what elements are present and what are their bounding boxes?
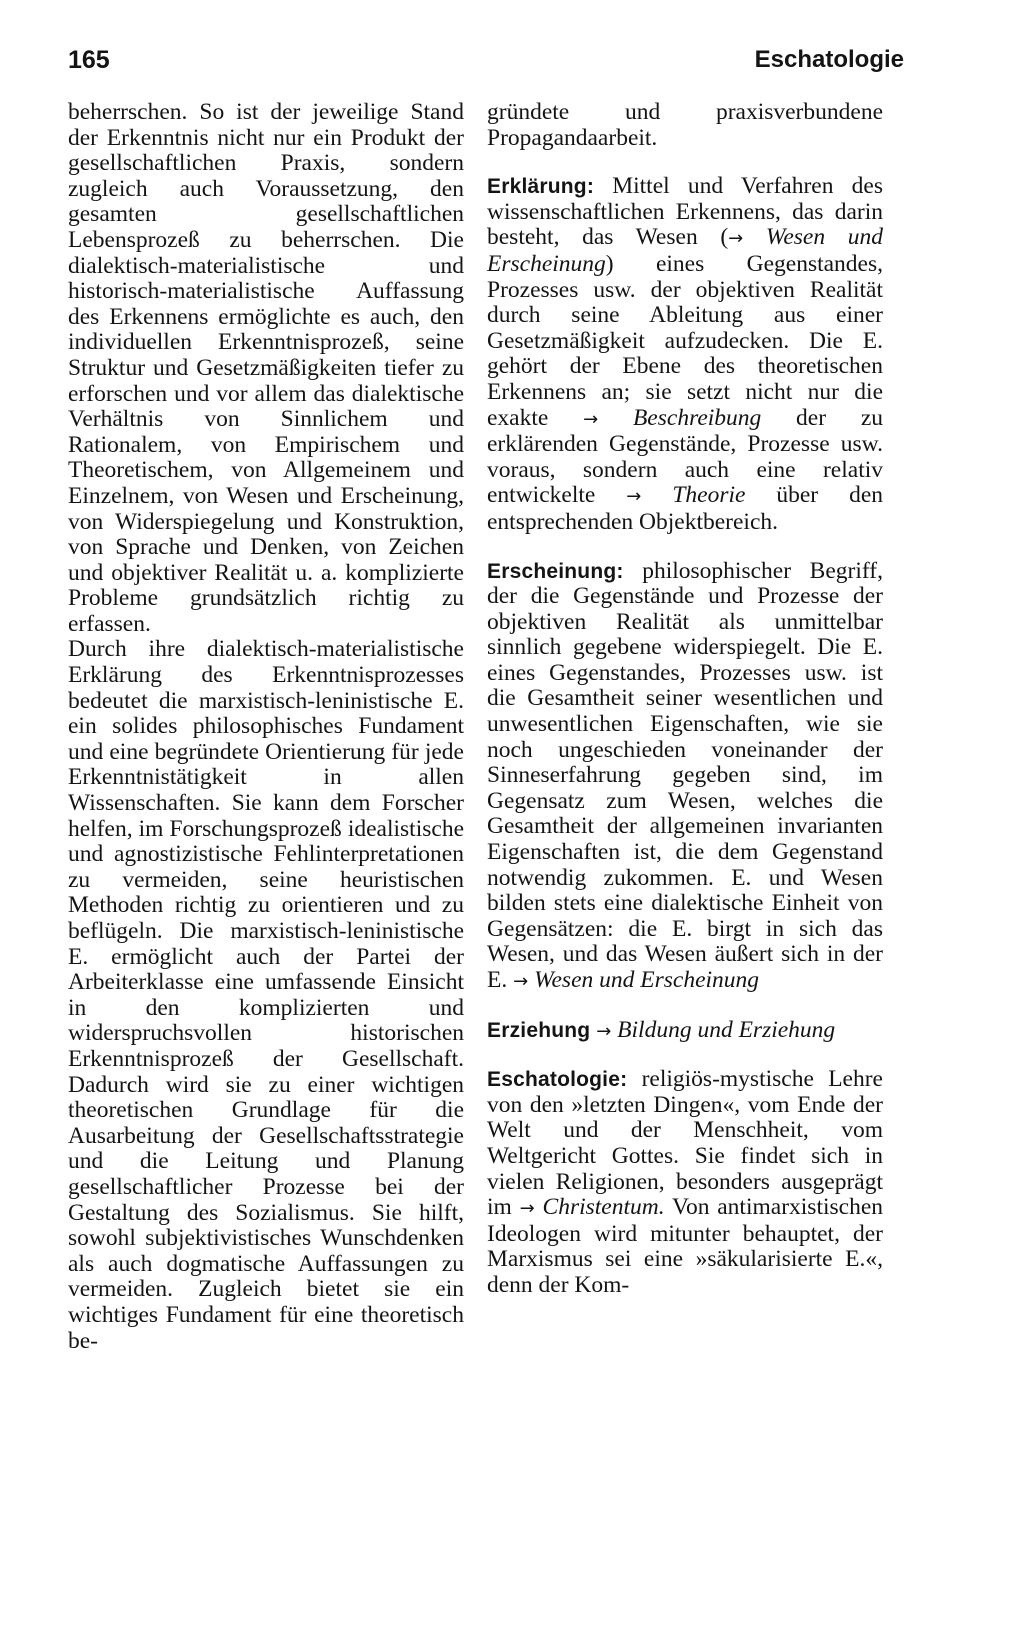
arrow-icon: →	[728, 228, 744, 250]
paragraph: beherrschen. So ist der jeweilige Stand der Erkenntnis nicht nur ein Produkt der gesellschaftlichen Praxis, sondern zugleich auch Voraussetzung, den gesamten gesellschaftlichen Lebensprozeß zu beherrschen. Die dialektisch-materialistische und historisch-materialistische Auffassung des Erkennens ermöglichte es auch, den individuellen Erkenntnisprozeß, seine Struktur und Gesetzmäßigkeiten tiefer zu erforschen und vor allem das dialektische Verhältnis von Sinnlichem und Rationalem, von Empirischem und Theoretischem, von Allgemeinem und Einzelnem, von Wesen und Erscheinung, von Widerspiegelung und Konstruktion, von Sprache und Denken, von Zeichen und objektiver Realität u. a. komplizierte Probleme grundsätzlich richtig zu erfassen.	[68, 99, 464, 637]
entry-erziehung	[487, 1018, 883, 1045]
arrow-icon: →	[519, 1198, 535, 1220]
arrow-icon: →	[596, 1020, 612, 1042]
entry-text: Von antimarxistischen Ideologen wird mitunter behauptet, der Marxismus sei eine »säkularisierte E.«, denn der Kom-	[487, 1194, 884, 1298]
entry-term: Erscheinung:	[487, 559, 624, 583]
page-header	[68, 46, 904, 86]
entry-term: Erklärung:	[487, 175, 595, 199]
entry-term: Erziehung	[487, 1018, 591, 1042]
arrow-icon: →	[513, 971, 529, 992]
left-column	[68, 100, 464, 1354]
cross-reference: Bildung und Erziehung	[617, 1016, 836, 1043]
entry-eschatologie	[487, 1067, 883, 1298]
cross-reference: Theorie	[672, 482, 746, 509]
entry-erscheinung	[487, 559, 883, 995]
entry-text: der zu erklärenden Gegenstände, Prozesse usw. voraus, sondern auch eine relativ entwickelte	[487, 404, 884, 509]
cross-reference: Wesen und Erscheinung	[487, 224, 883, 277]
cross-reference: Christentum.	[542, 1194, 665, 1221]
cross-reference: Wesen und Erscheinung	[534, 967, 760, 993]
entry-erklaerung	[487, 174, 883, 535]
running-head: Eschatologie	[754, 46, 904, 73]
entry-text: philosophischer Begriff, der die Gegenstände und Prozesse der objektiven Realität als unmittelbar sinnlich gegebene widerspiegelt. Die E. eines Gegenstandes, Prozesses usw. ist die Gesamtheit seiner wesentlichen und unwesentlichen Eigenschaften, wie sie noch ungeschieden voneinander der Sinneserfahrung gegeben sind, im Gegensatz zum Wesen, welches die Gesamtheit der allgemeinen invarianten Eigenschaften ist, die dem Gegenstand notwendig zukommen. E. und Wesen bilden stets eine dialektische Einheit von Gegensätzen: die E. birgt in sich das Wesen, und das Wesen äußert sich in der E.	[487, 557, 883, 993]
entry-term: Eschatologie:	[487, 1068, 628, 1092]
entry-text: ) eines Gegenstandes, Prozesses usw. der objektiven Realität durch seine Ableitung aus einer Gesetzmäßigkeit aufzudecken. Die E. gehört der Ebene des theoretischen Erkennens an; sie setzt nicht nur die exakte	[487, 250, 883, 431]
cross-reference: Beschreibung	[632, 404, 762, 431]
entry-text: religiös-mystische Lehre von den »letzten Dingen«, vom Ende der Welt und der Menschheit, vom Weltgericht Gottes. Sie findet sich in vielen Religionen, besonders ausgeprägt im	[487, 1066, 883, 1221]
entry-text: Mittel und Verfahren des wissenschaftlichen Erkennens, das darin besteht, das Wesen (	[487, 173, 883, 251]
paragraph: Durch ihre dialektisch-materialistische Erklärung des Erkenntnisprozesses bedeutet die marxistisch-leninistische E. ein solides philosophisches Fundament und eine begründete Orientierung für jede Erkenntnistätigkeit in allen Wissenschaften. Sie kann dem Forscher helfen, im Forschungsprozeß idealistische und agnostizistische Fehlinterpretationen zu vermeiden, seine heuristischen Methoden richtig zu orientieren und zu beflügeln. Die marxistisch-leninistische E. ermöglicht auch der Partei der Arbeiterklasse eine umfassende Einsicht in den komplizierten und widerspruchsvollen historischen Erkenntnisprozeß der Gesellschaft. Dadurch wird sie zu einer wichtigen theoretischen Grundlage für die Ausarbeitung der Gesellschaftsstrategie und die Leitung und Planung gesellschaftlicher Prozesse bei der Gestaltung des Sozialismus. Sie hilft, sowohl subjektivistisches Wunschdenken als auch dogmatische Auffassungen zu vermeiden. Zugleich bietet sie ein wichtiges Fundament für eine theoretisch be-	[68, 636, 464, 1354]
entry-text: über den entsprechenden Objektbereich.	[487, 482, 884, 535]
arrow-icon: →	[626, 486, 642, 508]
right-column	[487, 100, 883, 1299]
continuation-paragraph: gründete und praxisverbundene Propagandaarbeit.	[487, 99, 883, 151]
page-number: 165	[68, 46, 110, 74]
arrow-icon: →	[583, 408, 599, 430]
